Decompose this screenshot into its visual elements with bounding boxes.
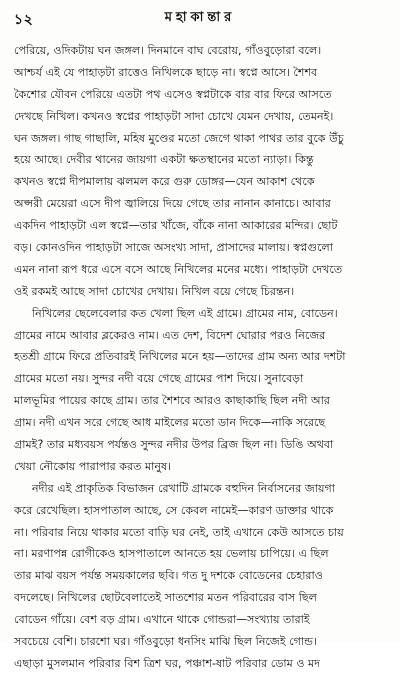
text-line: মালভূমির পায়ের কাছে গ্রাম। তার শৈশবে আরও কাছাকাছি ছিল নদী আর: [14, 394, 330, 408]
text-line: গ্রামের নামে আবার ব্লকেরও নাম। এত দেশ, বিদেশ ঘোরার পরও নিজের: [14, 328, 326, 342]
text-line: না। মরণাপন্ন রোগীকেও হাসপাতালে আনতে হয় ভেলায় চাপিয়ে। এ ছিল: [14, 547, 329, 561]
text-line: বড়। কোনওদিন পাহাড়টা সাজে অসংখ্য সাদা, প্রাসাদের মালায়। স্বপ্নগুলো: [14, 241, 334, 255]
text-line: করে রেখেছিল। হাসপাতাল আছে, সে কেবল নামেই—কারণ ডাক্তার থাকে: [14, 503, 334, 517]
text-line: কৈশোর যৌবন পেরিয়ে এতটা পথ এসেও স্বপ্নটাকে বার বার ফিরে আসতে: [14, 87, 332, 101]
text-line: বদলেছে। নিখিলের ছোটবেলাতেই সাতশোর মতন পরিবারের বাস ছিল: [14, 591, 317, 605]
text-line: হতশ্রী গ্রামে ফিরে প্রতিবারই নিখিলের মনে হয়—তাদের গ্রাম অন্য আর দশটা: [14, 350, 346, 364]
text-line: বোডেন গাঁয়ে। বেশ বড় গ্রাম। এখানে থাকে গোন্ডরা—সংখ্যায় তারাই: [14, 613, 310, 627]
text-line: গ্রাম। নদী এখন সরে গেছে আধ মাইলের মতো ডান দিকে—নাকি সরেছে: [14, 416, 326, 430]
paragraph: [14, 303, 392, 478]
text-line: তার মাঝ বয়স পর্যন্ত সময়কালের ছবি। গত দু দশকে বোডেনের চেহারাও: [14, 569, 323, 583]
text-line: আশ্চর্য এই যে পাহাড়টা রাত্তেও নিখিলকে ছাড়ে না। স্বপ্নে আসে। শৈশব: [14, 65, 318, 79]
text-line: না। পরিবার নিয়ে থাকার মতো বাড়ি ঘর নেই, তাই এখানে কেউ আসতে চায়: [14, 525, 344, 539]
page-number: ১২: [14, 12, 34, 28]
text-line: একদিন পাহাড়টা এল স্বপ্নে—তার খাঁজে, বাঁকে নানা আকারের মন্দির। ছোট: [14, 219, 338, 233]
text-line: গ্রামই? তার মধ্যবয়স পর্যন্তও সুন্দর নদীর উপর ব্রিজ ছিল না। ডিঙি অথবা: [14, 438, 334, 452]
paragraph: [14, 478, 392, 675]
text-line: নিখিলের ছেলেবেলার কত খেলা ছিল এই গ্রামে। গ্রামের নাম, বোডেন।: [32, 306, 338, 320]
running-title: মহাকান্তার: [164, 10, 236, 25]
text-line: এছাড়া মুসলমান পরিবার বিশ ত্রিশ ঘর, পঞ্চাশ-ষাট পরিবার ডোম ও মদ: [14, 656, 320, 670]
text-line: নদীর এই প্রাকৃতিক বিভাজন রেখাটি গ্রামকে বহুদিন নির্বাসনের জায়গা: [32, 481, 336, 495]
page-header: [14, 8, 386, 30]
text-line: খেয়া নৌকোয় পারাপার করত মানুষ।: [14, 459, 172, 473]
paragraph: [14, 40, 392, 303]
text-line: গ্রামের মতো নয়। সুন্দর নদী বয়ে গেছে গ্রামের পাশ দিয়ে। সুনাবেড়া: [14, 372, 304, 386]
text-line: অপ্সরী মেয়েরা এসে দীপ জ্বালিয়ে দিয়ে গেছে তার নানান কানাচে। আবার: [14, 197, 331, 211]
text-line: সবচেয়ে বেশি। চারশো ঘর। গাঁওবুড়ো ধনসিং মাঝি ছিল নিজেই গোন্ড।: [14, 635, 317, 649]
text-line: হয়ে আছে। দেবীর থানের জায়গা একটা ক্ষতস্থানের মতো ন্যাড়া। কিন্তু: [14, 153, 314, 167]
body-text: [14, 40, 392, 675]
text-line: কখনও স্বপ্নে দীপমালায় ঝলমল করে গুরু ডোঙ্গর—যেন আকাশ থেকে: [14, 175, 315, 189]
text-line: পেরিয়ে, ওদিকটায় ঘন জঙ্গল। দিনমানে বাঘ বেরোয়, গাঁওবুড়োরা বলে।: [14, 44, 322, 57]
text-line: ঘন জঙ্গল। গাছ গাছালি, মহিষ মুণ্ডের মতো জেগে থাকা পাথর তার বুকে উঁচু: [14, 131, 344, 145]
text-line: দেখছে নিখিল। কখনও স্বপ্নের পাহাড়টা সাদা চোখে যেমন দেখায়, তেমনই।: [14, 109, 334, 123]
text-line: ওই রকমই আছে সাদা চোখের দেখায়। নিখিল বয়ে গেছে চিরন্তন।: [14, 284, 295, 298]
text-line: এমন নানা রূপ ধরে এসে বসে আছে নিখিলের মনের মধ্যে। পাহাড়টা দেখতে: [14, 262, 343, 276]
